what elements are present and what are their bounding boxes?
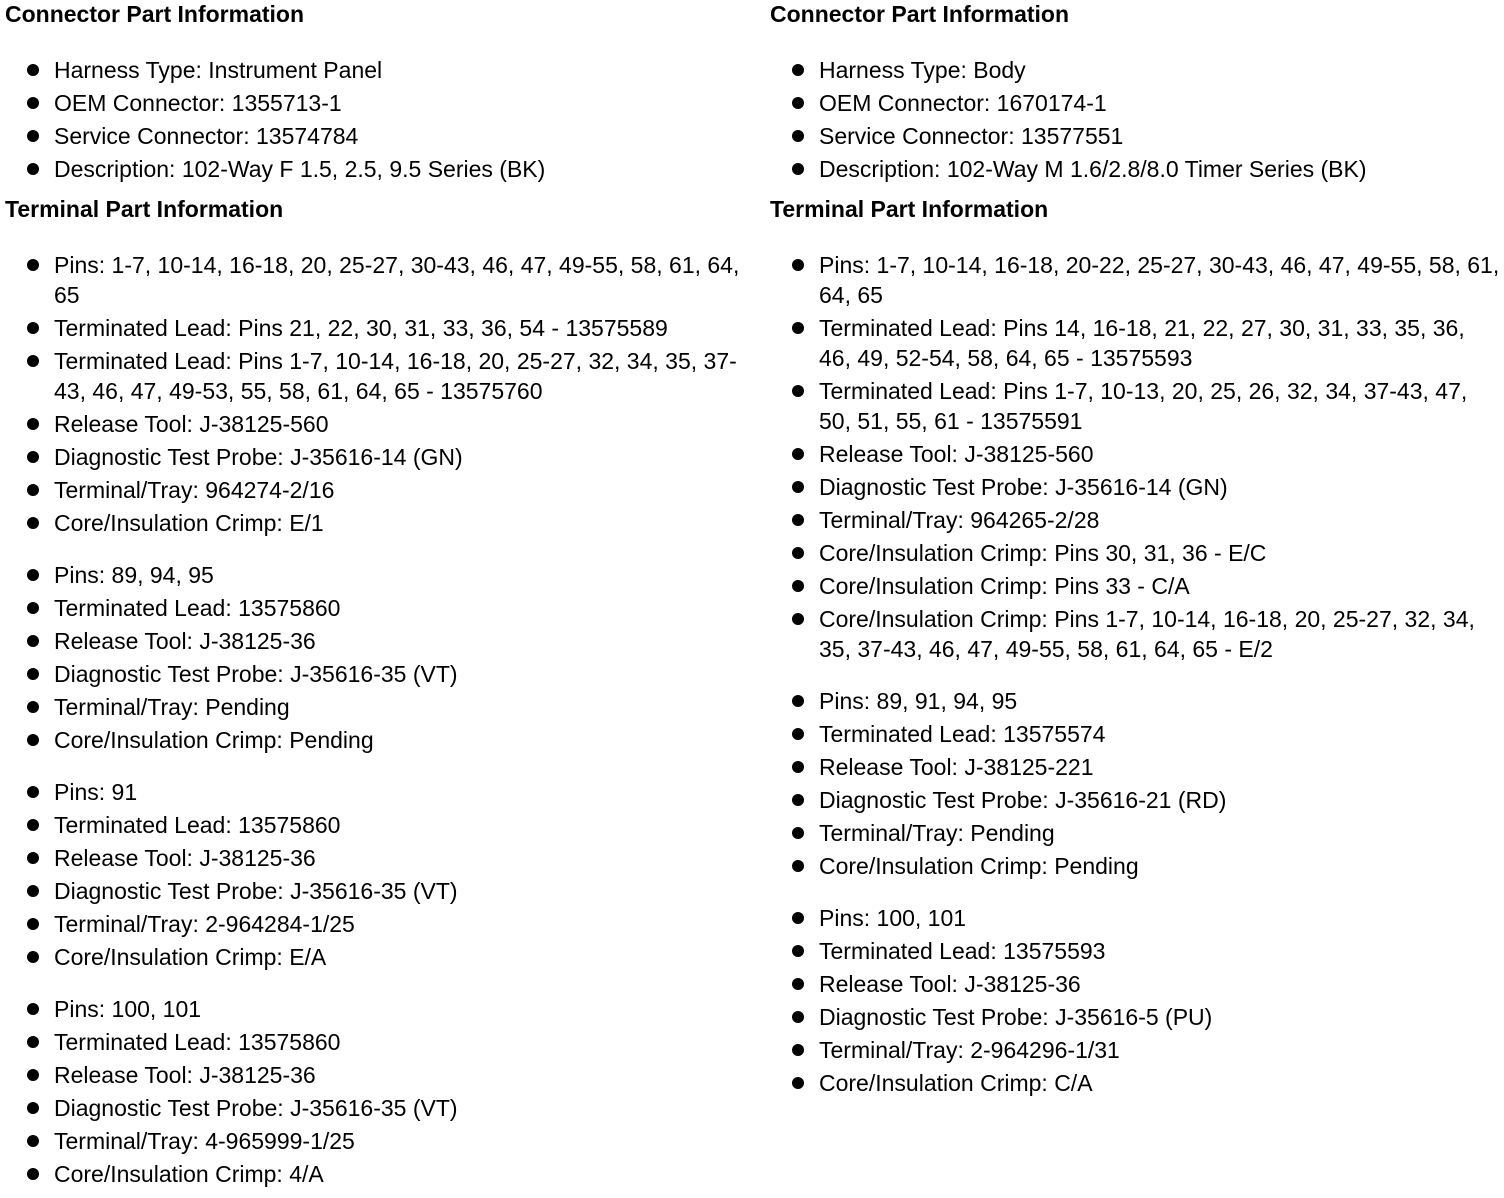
list-item: Terminated Lead: 13575574 (770, 719, 1500, 749)
list-item: Release Tool: J-38125-36 (770, 969, 1500, 999)
list-item: Release Tool: J-38125-36 (5, 626, 765, 656)
list-item: Core/Insulation Crimp: Pins 30, 31, 36 - E/C (770, 538, 1500, 568)
list-item: Harness Type: Body (770, 55, 1500, 85)
list-item: Terminal/Tray: Pending (5, 692, 765, 722)
terminal-heading: Terminal Part Information (5, 196, 284, 222)
list-item: OEM Connector: 1355713-1 (5, 88, 765, 118)
list-item: Pins: 100, 101 (770, 903, 1500, 933)
list-item: Terminated Lead: 13575860 (5, 1027, 765, 1057)
terminal-group (5, 250, 765, 538)
terminal-group (770, 686, 1500, 881)
terminal-group (5, 994, 765, 1189)
list-item: Description: 102-Way M 1.6/2.8/8.0 Timer Series (BK) (770, 154, 1500, 184)
list-item: Diagnostic Test Probe: J-35616-35 (VT) (5, 876, 765, 906)
list-item: Core/Insulation Crimp: 4/A (5, 1159, 765, 1189)
list-item: Release Tool: J-38125-560 (770, 439, 1500, 469)
list-item: Diagnostic Test Probe: J-35616-35 (VT) (5, 1093, 765, 1123)
list-item: Terminal/Tray: 2-964284-1/25 (5, 909, 765, 939)
list-item: Core/Insulation Crimp: E/A (5, 942, 765, 972)
list-item: Description: 102-Way F 1.5, 2.5, 9.5 Series (BK) (5, 154, 765, 184)
connector-list (770, 55, 1500, 184)
list-item: Terminated Lead: Pins 21, 22, 30, 31, 33, 36, 54 - 13575589 (5, 313, 765, 343)
connector-list (5, 55, 765, 184)
list-item: Core/Insulation Crimp: C/A (770, 1068, 1500, 1098)
list-item: Terminated Lead: Pins 1-7, 10-14, 16-18, 20, 25-27, 32, 34, 35, 37-43, 46, 47, 49-53, 55, 58, 61, 64, 65 - 13575760 (5, 346, 765, 406)
right-column (770, 0, 1500, 1101)
list-item: Release Tool: J-38125-36 (5, 1060, 765, 1090)
list-item: Diagnostic Test Probe: J-35616-21 (RD) (770, 785, 1500, 815)
list-item: Terminated Lead: 13575860 (5, 593, 765, 623)
list-item: Terminal/Tray: Pending (770, 818, 1500, 848)
list-item: Pins: 91 (5, 777, 765, 807)
list-item: Release Tool: J-38125-560 (5, 409, 765, 439)
list-item: Diagnostic Test Probe: J-35616-35 (VT) (5, 659, 765, 689)
list-item: Diagnostic Test Probe: J-35616-14 (GN) (5, 442, 765, 472)
list-item: Core/Insulation Crimp: Pins 1-7, 10-14, 16-18, 20, 25-27, 32, 34, 35, 37-43, 46, 47, 49-55, 58, 61, 64, 65 - E/2 (770, 604, 1500, 664)
left-column (5, 0, 765, 1192)
list-item: Harness Type: Instrument Panel (5, 55, 765, 85)
terminal-group (5, 560, 765, 755)
terminal-group (5, 777, 765, 972)
list-item: Terminal/Tray: 964274-2/16 (5, 475, 765, 505)
list-item: Diagnostic Test Probe: J-35616-14 (GN) (770, 472, 1500, 502)
list-item: Terminated Lead: Pins 1-7, 10-13, 20, 25, 26, 32, 34, 37-43, 47, 50, 51, 55, 61 - 13575591 (770, 376, 1500, 436)
connector-heading: Connector Part Information (5, 1, 305, 27)
list-item: Diagnostic Test Probe: J-35616-5 (PU) (770, 1002, 1500, 1032)
list-item: Terminal/Tray: 964265-2/28 (770, 505, 1500, 535)
list-item: Core/Insulation Crimp: Pins 33 - C/A (770, 571, 1500, 601)
list-item: Core/Insulation Crimp: E/1 (5, 508, 765, 538)
list-item: Core/Insulation Crimp: Pending (5, 725, 765, 755)
list-item: Terminal/Tray: 4-965999-1/25 (5, 1126, 765, 1156)
list-item: Pins: 1-7, 10-14, 16-18, 20, 25-27, 30-43, 46, 47, 49-55, 58, 61, 64, 65 (5, 250, 765, 310)
list-item: Pins: 100, 101 (5, 994, 765, 1024)
list-item: OEM Connector: 1670174-1 (770, 88, 1500, 118)
connector-heading: Connector Part Information (770, 1, 1070, 27)
list-item: Core/Insulation Crimp: Pending (770, 851, 1500, 881)
terminal-group (770, 903, 1500, 1098)
terminal-group (770, 250, 1500, 664)
list-item: Pins: 1-7, 10-14, 16-18, 20-22, 25-27, 30-43, 46, 47, 49-55, 58, 61, 64, 65 (770, 250, 1500, 310)
list-item: Pins: 89, 94, 95 (5, 560, 765, 590)
list-item: Terminated Lead: Pins 14, 16-18, 21, 22, 27, 30, 31, 33, 35, 36, 46, 49, 52-54, 58, 64, 65 - 13575593 (770, 313, 1500, 373)
list-item: Release Tool: J-38125-221 (770, 752, 1500, 782)
list-item: Service Connector: 13574784 (5, 121, 765, 151)
list-item: Terminated Lead: 13575593 (770, 936, 1500, 966)
list-item: Pins: 89, 91, 94, 95 (770, 686, 1500, 716)
list-item: Terminal/Tray: 2-964296-1/31 (770, 1035, 1500, 1065)
list-item: Service Connector: 13577551 (770, 121, 1500, 151)
list-item: Terminated Lead: 13575860 (5, 810, 765, 840)
list-item: Release Tool: J-38125-36 (5, 843, 765, 873)
terminal-heading: Terminal Part Information (770, 196, 1049, 222)
